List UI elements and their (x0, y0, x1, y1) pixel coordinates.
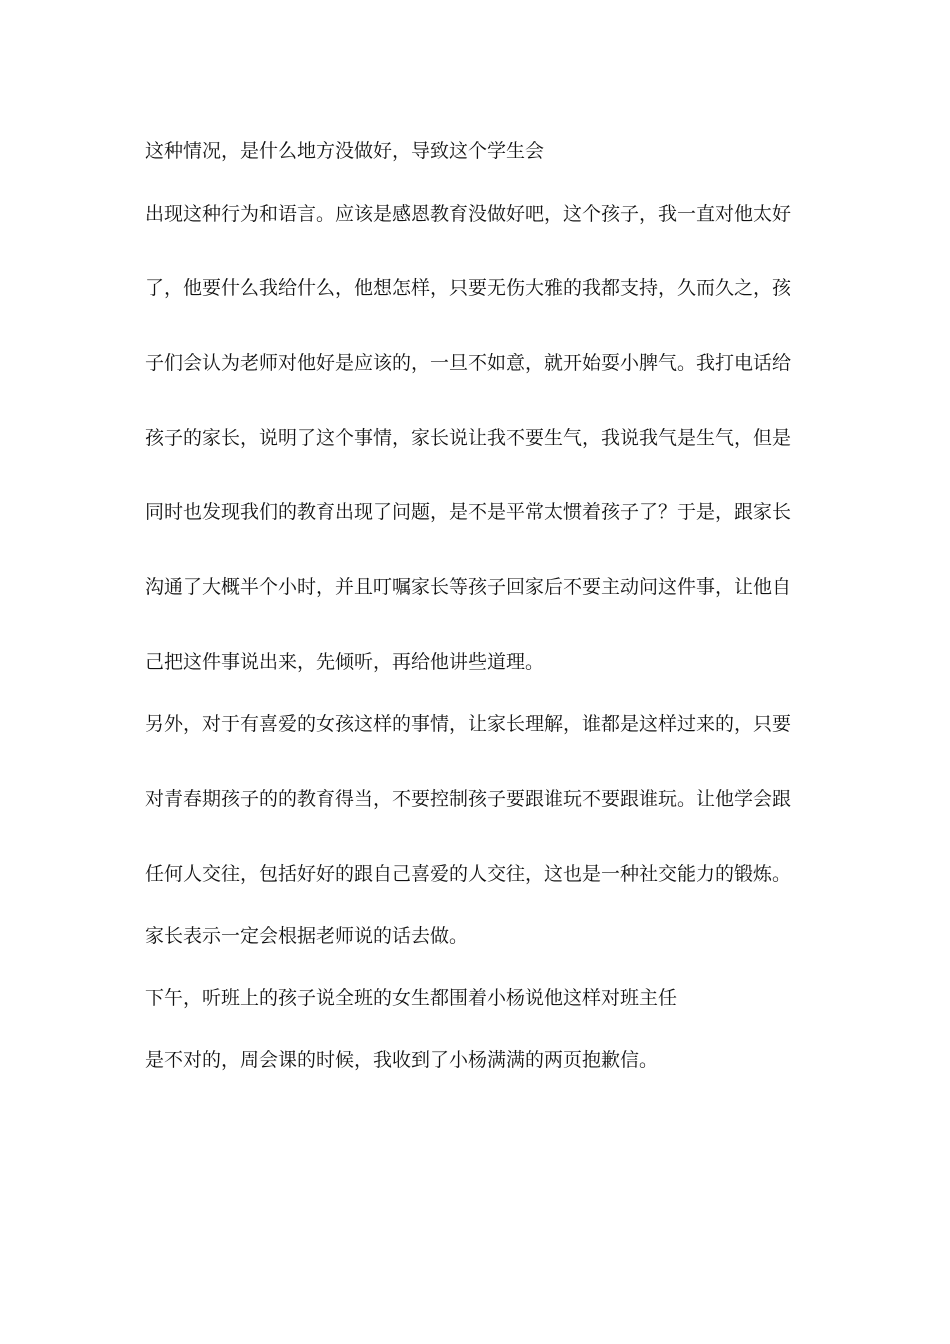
text-line: 出现这种行为和语言。应该是感恩教育没做好吧，这个孩子，我一直对他太好 (145, 203, 792, 225)
text-line: 沟通了大概半个小时，并且叮嘱家长等孩子回家后不要主动问这件事，让他自 (145, 576, 792, 598)
text-line: 子们会认为老师对他好是应该的，一旦不如意，就开始耍小脾气。我打电话给 (145, 352, 792, 374)
text-line: 另外，对于有喜爱的女孩这样的事情，让家长理解，谁都是这样过来的，只要 (145, 713, 792, 735)
text-line: 任何人交往，包括好好的跟自己喜爱的人交往，这也是一种社交能力的锻炼。 (145, 863, 792, 885)
text-line: 对青春期孩子的的教育得当，不要控制孩子要跟谁玩不要跟谁玩。让他学会跟 (145, 788, 792, 810)
text-line: 了，他要什么我给什么，他想怎样，只要无伤大雅的我都支持，久而久之，孩 (145, 277, 792, 299)
text-line: 这种情况，是什么地方没做好，导致这个学生会 (145, 140, 545, 162)
text-line: 家长表示一定会根据老师说的话去做。 (145, 925, 469, 947)
text-line: 己把这件事说出来，先倾听，再给他讲些道理。 (145, 651, 545, 673)
text-line: 孩子的家长，说明了这个事情，家长说让我不要生气，我说我气是生气，但是 (145, 427, 792, 449)
text-line: 同时也发现我们的教育出现了问题，是不是平常太惯着孩子了？于是，跟家长 (145, 501, 792, 523)
text-line: 是不对的，周会课的时候，我收到了小杨满满的两页抱歉信。 (145, 1049, 659, 1071)
text-line: 下午，听班上的孩子说全班的女生都围着小杨说他这样对班主任 (145, 987, 678, 1009)
